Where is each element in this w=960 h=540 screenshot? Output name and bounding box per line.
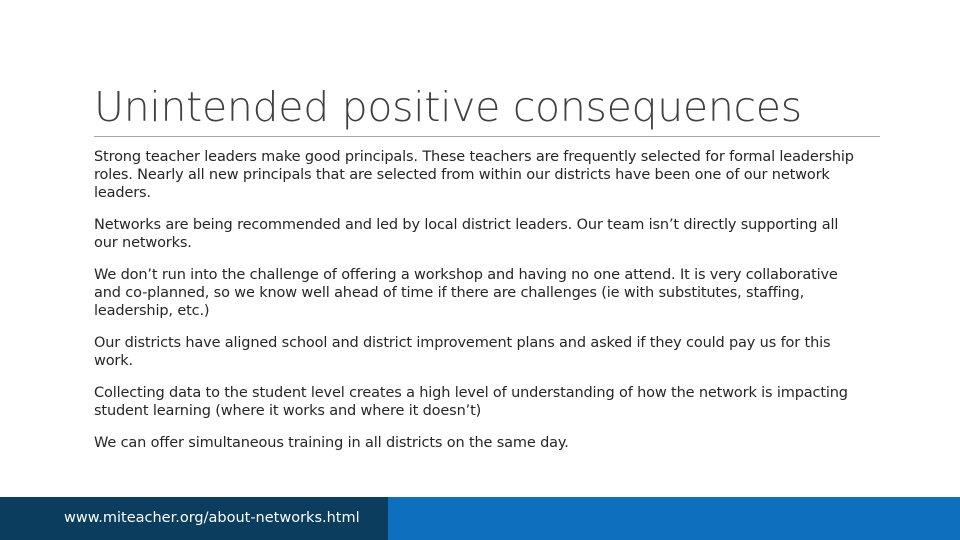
footer-bar <box>0 497 960 540</box>
body-paragraph: We don’t run into the challenge of offering a workshop and having no one attend. It is very collaborative and co-planned, so we know well ahead of time if there are challenges (ie with substitutes, staffing, leadership, etc.) <box>94 267 838 319</box>
slide-title: Unintended positive consequences <box>94 83 802 131</box>
body-paragraph: Strong teacher leaders make good principals. These teachers are frequently selected for formal leadership roles. Nearly all new principals that are selected from within our districts have been one of our network leaders. <box>94 149 854 201</box>
slide-body <box>94 148 864 466</box>
body-paragraph: Our districts have aligned school and district improvement plans and asked if they could pay us for this work. <box>94 335 831 369</box>
body-paragraph: Collecting data to the student level creates a high level of understanding of how the network is impacting student learning (where it works and where it doesn’t) <box>94 385 848 419</box>
body-paragraph: Networks are being recommended and led by local district leaders. Our team isn’t directly supporting all our networks. <box>94 217 839 251</box>
body-paragraph: We can offer simultaneous training in all districts on the same day. <box>94 435 569 451</box>
footer-website-link[interactable]: www.miteacher.org/about-networks.html <box>64 510 360 526</box>
title-underline <box>94 136 880 137</box>
